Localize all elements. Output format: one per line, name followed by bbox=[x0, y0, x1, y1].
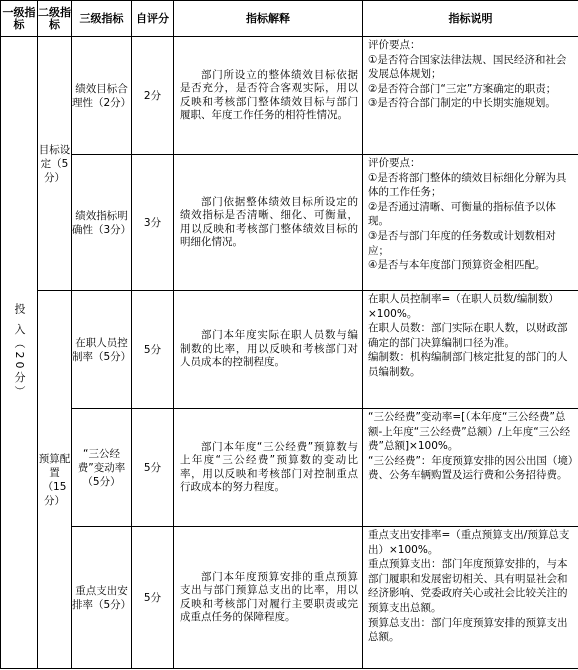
header-explanation: 指标解释 bbox=[174, 1, 363, 37]
table-row bbox=[1, 37, 578, 155]
description-line: 重点支出安排率=（重点预算支出/预算总支出）×100%。 bbox=[368, 529, 570, 556]
table-row bbox=[1, 409, 578, 527]
description-cell bbox=[363, 527, 578, 669]
level3-cell: “三公经费”变动率（5分） bbox=[72, 409, 132, 527]
description-line: ②是否通过清晰、可衡量的指标值予以体现。 bbox=[368, 200, 556, 228]
description-line: ④是否与本年度部门预算资金相匹配。 bbox=[368, 259, 546, 272]
level3-cell: 在职人员控制率（5分） bbox=[72, 291, 132, 409]
description-line: 编制数：机构编制部门核定批复的部门的人员编制数。 bbox=[368, 351, 568, 378]
explanation-cell: 部门本年度实际在职人员数与编制数的比率，用以反映和考核部门对人员成本的控制程度。 bbox=[174, 291, 363, 409]
header-level1: 一级指标 bbox=[1, 1, 38, 37]
header-score: 自评分 bbox=[132, 1, 174, 37]
score-cell: 2分 bbox=[132, 37, 174, 155]
explanation-cell: 部门依据整体绩效目标所设定的绩效指标是否清晰、细化、可衡量，用以反映和考核部门整体绩效目标的明细化情况。 bbox=[174, 155, 363, 291]
description-cell bbox=[363, 409, 578, 527]
header-description: 指标说明 bbox=[363, 1, 578, 37]
header-level3: 三级指标 bbox=[72, 1, 132, 37]
description-line: 预算总支出：部门年度预算安排的预算支出总额。 bbox=[368, 616, 568, 644]
description-line: 评价要点： bbox=[368, 157, 421, 169]
description-line: 评价要点： bbox=[368, 39, 421, 51]
description-line: ②是否符合部门“三定”方案确定的职责； bbox=[368, 82, 557, 95]
table-row bbox=[1, 155, 578, 291]
description-line: ③是否符合部门制定的中长期实施规划。 bbox=[368, 97, 556, 110]
description-line: ①是否将部门整体的绩效目标细化分解为具体的工作任务； bbox=[368, 171, 567, 199]
header-level2: 二级指标 bbox=[38, 1, 72, 37]
description-line: 在职人员数：部门实际在职人数，以财政部确定的部门决算编制口径为准。 bbox=[368, 322, 568, 349]
level2-cell: 预算配置（15分） bbox=[38, 291, 72, 669]
table-row bbox=[1, 291, 578, 409]
description-cell bbox=[363, 155, 578, 291]
level1-cell bbox=[1, 37, 38, 669]
header-row bbox=[1, 1, 578, 37]
explanation-cell: 部门本年度预算安排的重点预算支出与部门预算总支出的比率，用以反映和考核部门对履行主要职责或完成重点任务的保障程度。 bbox=[174, 527, 363, 669]
description-cell bbox=[363, 291, 578, 409]
explanation-cell: 部门本年度“三公经费”预算数与上年度“三公经费”预算数的变动比率，用以反映和考核部门对控制重点行政成本的努力程度。 bbox=[174, 409, 363, 527]
description-line: 重点预算支出：部门年度预算安排的，与本部门履职和发展密切相关、具有明显社会和经济影响、党委政府关心或社会比较关注的预算支出总额。 bbox=[368, 558, 568, 614]
level3-cell: 重点支出安排率（5分） bbox=[72, 527, 132, 669]
explanation-cell: 部门所设立的整体绩效目标依据是否充分，是否符合客观实际，用以反映和考核部门整体绩效目标与部门履职、年度工作任务的相符性情况。 bbox=[174, 37, 363, 155]
table-row bbox=[1, 527, 578, 669]
score-cell: 5分 bbox=[132, 291, 174, 409]
score-cell: 5分 bbox=[132, 527, 174, 669]
description-line: ③是否与部门年度的任务数或计划数相对应； bbox=[368, 229, 556, 257]
score-cell: 3分 bbox=[132, 155, 174, 291]
description-line: ①是否符合国家法律法规、国民经济和社会发展总体规划； bbox=[368, 53, 567, 81]
level3-cell: 绩效指标明确性（3分） bbox=[72, 155, 132, 291]
level2-cell: 目标设定（5分） bbox=[38, 37, 72, 291]
level3-cell: 绩效目标合理性（2分） bbox=[72, 37, 132, 155]
level1-label: 投 入（20分） bbox=[13, 302, 26, 400]
description-line: “三公经费”：年度预算安排的因公出国（境）费、公务车辆购置及运行费和公务招待费。 bbox=[368, 454, 574, 482]
description-line: “三公经费”变动率=[（本年度“三公经费”总额-上年度“三公经费”总额）/上年度“三公经费”总额]×100%。 bbox=[368, 411, 571, 453]
description-cell bbox=[363, 37, 578, 155]
description-line: 在职人员控制率=（在职人员数/编制数）×100%。 bbox=[368, 293, 559, 320]
score-cell: 5分 bbox=[132, 409, 174, 527]
